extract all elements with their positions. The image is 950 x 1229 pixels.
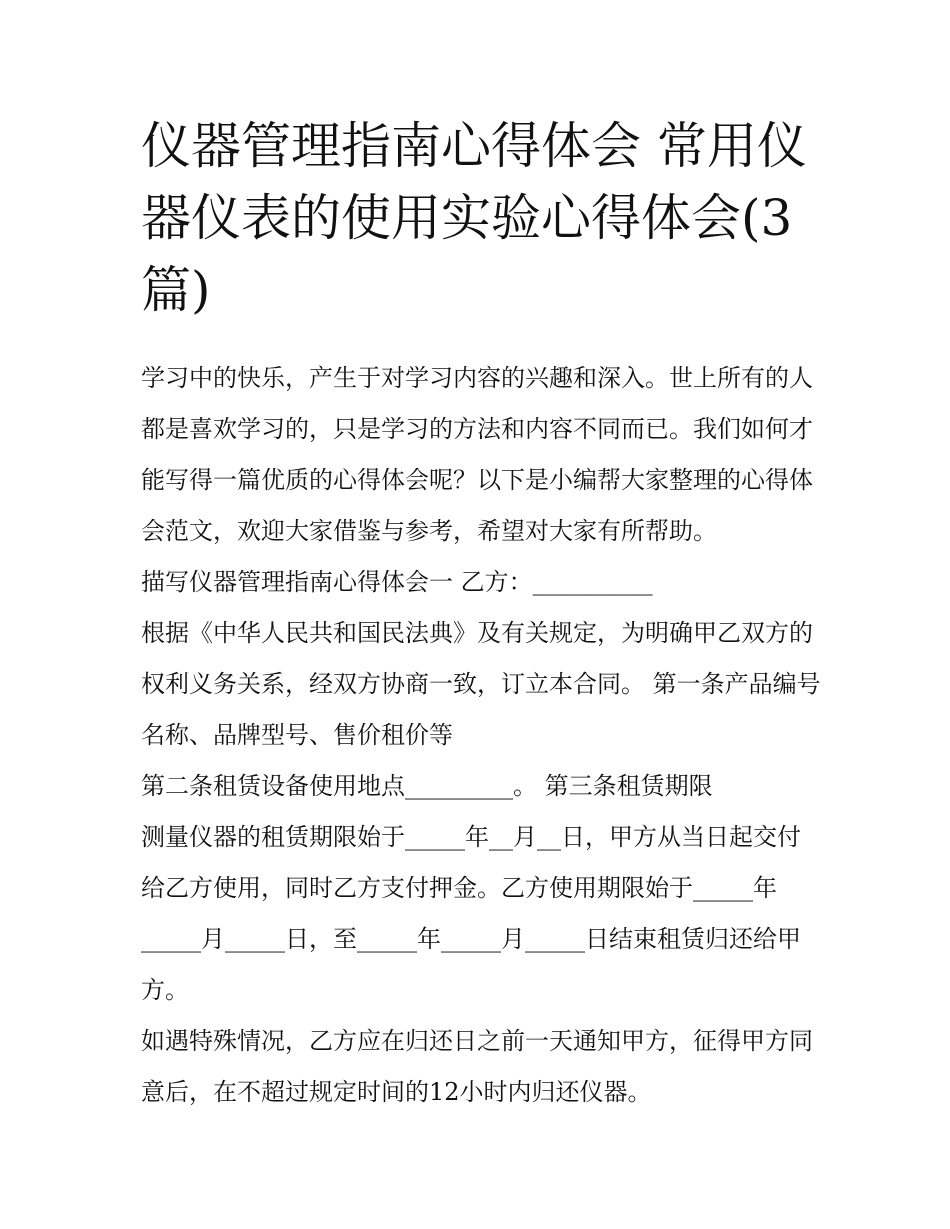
article-two-paragraph: 第二条租赁设备使用地点_________。 第三条租赁期限: [141, 772, 713, 800]
document-title: 仪器管理指南心得体会 常用仪器仪表的使用实验心得体会(3篇): [141, 117, 807, 319]
lease-term-paragraph: 测量仪器的租赁期限始于_____年__月__日，甲方从当日起交付给乙方使用，同时乙方支付押金。乙方使用期限始于_____年_____月_____日，至_____年_____月_____日结束租赁归还给甲方。: [141, 823, 801, 1004]
section-heading-line: 描写仪器管理指南心得体会一 乙方：__________: [141, 568, 653, 596]
special-circumstances-paragraph: 如遇特殊情况，乙方应在归还日之前一天通知甲方，征得甲方同意后，在不超过规定时间的12小时内归还仪器。: [141, 1027, 813, 1106]
contract-basis-paragraph: 根据《中华人民共和国民法典》及有关规定，为明确甲乙双方的权利义务关系，经双方协商一致，订立本合同。 第一条产品编号名称、品牌型号、售价租价等: [141, 619, 821, 749]
intro-paragraph: 学习中的快乐，产生于对学习内容的兴趣和深入。世上所有的人都是喜欢学习的，只是学习的方法和内容不同而已。我们如何才能写得一篇优质的心得体会呢？以下是小编帮大家整理的心得体会范文，欢迎大家借鉴与参考，希望对大家有所帮助。: [141, 364, 813, 545]
